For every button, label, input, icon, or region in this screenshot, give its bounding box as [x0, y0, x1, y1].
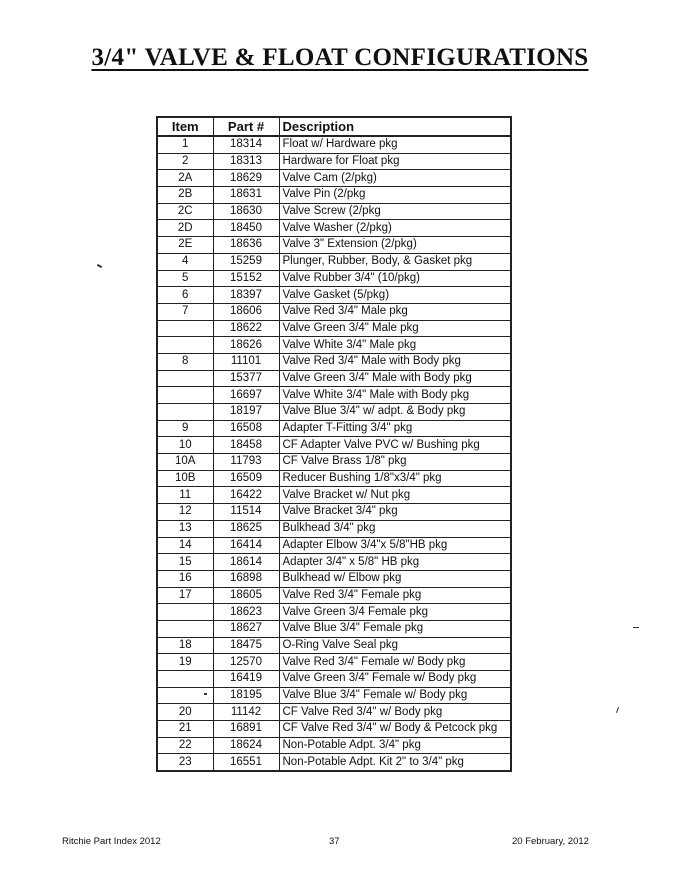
description-cell: CF Valve Red 3/4" w/ Body & Petcock pkg [279, 721, 511, 738]
item-cell: 16 [157, 570, 213, 587]
table-row [157, 303, 511, 320]
description-cell: Non-Potable Adpt. 3/4" pkg [279, 737, 511, 754]
part-number-cell: 18627 [213, 620, 279, 637]
description-cell: Float w/ Hardware pkg [279, 136, 511, 153]
table-row [157, 220, 511, 237]
description-cell: Valve Red 3/4" Male pkg [279, 303, 511, 320]
description-cell: Valve Screw (2/pkg [279, 203, 511, 220]
item-cell [157, 687, 213, 704]
column-header-part: Part # [213, 117, 279, 136]
item-cell: 17 [157, 587, 213, 604]
table-row [157, 337, 511, 354]
part-number-cell: 18625 [213, 520, 279, 537]
description-cell: Valve 3" Extension (2/pkg) [279, 237, 511, 254]
item-cell: 23 [157, 754, 213, 771]
part-number-cell: 18475 [213, 637, 279, 654]
part-number-cell: 16419 [213, 671, 279, 688]
table-row [157, 387, 511, 404]
description-cell: Valve Green 3/4" Female w/ Body pkg [279, 671, 511, 688]
table-row [157, 353, 511, 370]
table-row [157, 454, 511, 471]
table-header-row [157, 117, 511, 136]
part-number-cell: 16422 [213, 487, 279, 504]
item-cell: 10A [157, 454, 213, 471]
description-cell: Adapter Elbow 3/4"x 5/8"HB pkg [279, 537, 511, 554]
item-cell: 9 [157, 420, 213, 437]
table-row [157, 287, 511, 304]
part-number-cell: 18197 [213, 404, 279, 421]
part-number-cell: 15377 [213, 370, 279, 387]
part-number-cell: 18605 [213, 587, 279, 604]
footer-page-number: 37 [329, 836, 340, 847]
table-row [157, 170, 511, 187]
parts-table [156, 116, 512, 772]
table-row [157, 687, 511, 704]
table-row [157, 153, 511, 170]
description-cell: Valve Bracket w/ Nut pkg [279, 487, 511, 504]
part-number-cell: 11142 [213, 704, 279, 721]
part-number-cell: 18606 [213, 303, 279, 320]
part-number-cell: 11101 [213, 353, 279, 370]
part-number-cell: 18195 [213, 687, 279, 704]
description-cell: Valve Green 3/4" Male with Body pkg [279, 370, 511, 387]
scan-speck [97, 264, 102, 268]
table-row [157, 704, 511, 721]
description-cell: CF Adapter Valve PVC w/ Bushing pkg [279, 437, 511, 454]
table-row [157, 504, 511, 521]
item-cell [157, 370, 213, 387]
part-number-cell: 16898 [213, 570, 279, 587]
description-cell: Non-Potable Adpt. Kit 2" to 3/4" pkg [279, 754, 511, 771]
description-cell: Adapter T-Fitting 3/4" pkg [279, 420, 511, 437]
parts-table-body [157, 136, 511, 771]
description-cell: Valve Cam (2/pkg) [279, 170, 511, 187]
description-cell: Valve Pin (2/pkg [279, 187, 511, 204]
table-row [157, 570, 511, 587]
description-cell: Valve Red 3/4" Female pkg [279, 587, 511, 604]
item-cell: 11 [157, 487, 213, 504]
item-cell: 5 [157, 270, 213, 287]
part-number-cell: 18458 [213, 437, 279, 454]
item-cell [157, 404, 213, 421]
part-number-cell: 15259 [213, 253, 279, 270]
part-number-cell: 16697 [213, 387, 279, 404]
item-cell: 6 [157, 287, 213, 304]
item-cell: 7 [157, 303, 213, 320]
item-cell: 19 [157, 654, 213, 671]
table-row [157, 520, 511, 537]
part-number-cell: 18614 [213, 554, 279, 571]
table-row [157, 237, 511, 254]
part-number-cell: 18397 [213, 287, 279, 304]
part-number-cell: 18624 [213, 737, 279, 754]
table-row [157, 270, 511, 287]
description-cell: Valve Green 3/4" Male pkg [279, 320, 511, 337]
description-cell: Valve Red 3/4" Male with Body pkg [279, 353, 511, 370]
table-row [157, 437, 511, 454]
item-cell [157, 671, 213, 688]
scan-speck [204, 693, 207, 695]
item-cell [157, 320, 213, 337]
item-cell: 13 [157, 520, 213, 537]
table-row [157, 554, 511, 571]
column-header-description: Description [279, 117, 511, 136]
description-cell: Bulkhead 3/4" pkg [279, 520, 511, 537]
description-cell: Valve Blue 3/4" Female pkg [279, 620, 511, 637]
item-cell: 2C [157, 203, 213, 220]
table-row [157, 203, 511, 220]
description-cell: Adapter 3/4" x 5/8" HB pkg [279, 554, 511, 571]
part-number-cell: 18626 [213, 337, 279, 354]
item-cell: 2 [157, 153, 213, 170]
item-cell [157, 387, 213, 404]
part-number-cell: 16508 [213, 420, 279, 437]
item-cell: 20 [157, 704, 213, 721]
table-row [157, 487, 511, 504]
description-cell: Bulkhead w/ Elbow pkg [279, 570, 511, 587]
description-cell: Valve Green 3/4 Female pkg [279, 604, 511, 621]
description-cell: Valve Blue 3/4" w/ adpt. & Body pkg [279, 404, 511, 421]
column-header-item: Item [157, 117, 213, 136]
description-cell: Valve White 3/4" Male pkg [279, 337, 511, 354]
table-row [157, 620, 511, 637]
table-row [157, 136, 511, 153]
description-cell: Hardware for Float pkg [279, 153, 511, 170]
table-row [157, 637, 511, 654]
item-cell: 2A [157, 170, 213, 187]
item-cell: 12 [157, 504, 213, 521]
part-number-cell: 16509 [213, 470, 279, 487]
part-number-cell: 18623 [213, 604, 279, 621]
description-cell: Valve Red 3/4" Female w/ Body pkg [279, 654, 511, 671]
part-number-cell: 15152 [213, 270, 279, 287]
scan-speck [616, 707, 619, 713]
table-row [157, 470, 511, 487]
item-cell: 4 [157, 253, 213, 270]
part-number-cell: 18629 [213, 170, 279, 187]
item-cell [157, 337, 213, 354]
part-number-cell: 18450 [213, 220, 279, 237]
description-cell: Valve Washer (2/pkg) [279, 220, 511, 237]
item-cell: 18 [157, 637, 213, 654]
item-cell: 21 [157, 721, 213, 738]
description-cell: Valve Blue 3/4" Female w/ Body pkg [279, 687, 511, 704]
part-number-cell: 18313 [213, 153, 279, 170]
part-number-cell: 12570 [213, 654, 279, 671]
part-number-cell: 18622 [213, 320, 279, 337]
part-number-cell: 18636 [213, 237, 279, 254]
item-cell: 2E [157, 237, 213, 254]
table-row [157, 253, 511, 270]
table-row [157, 420, 511, 437]
description-cell: CF Valve Brass 1/8" pkg [279, 454, 511, 471]
table-row [157, 737, 511, 754]
part-number-cell: 16551 [213, 754, 279, 771]
description-cell: Valve Rubber 3/4" (10/pkg) [279, 270, 511, 287]
description-cell: O-Ring Valve Seal pkg [279, 637, 511, 654]
item-cell: 10B [157, 470, 213, 487]
table-row [157, 370, 511, 387]
table-row [157, 671, 511, 688]
item-cell: 2D [157, 220, 213, 237]
part-number-cell: 18630 [213, 203, 279, 220]
table-row [157, 404, 511, 421]
part-number-cell: 18631 [213, 187, 279, 204]
table-row [157, 187, 511, 204]
item-cell: 15 [157, 554, 213, 571]
part-number-cell: 16891 [213, 721, 279, 738]
item-cell [157, 620, 213, 637]
page-title [0, 44, 680, 72]
item-cell [157, 604, 213, 621]
page-title-text: 3/4" VALVE & FLOAT CONFIGURATIONS [91, 44, 589, 71]
description-cell: Valve Bracket 3/4" pkg [279, 504, 511, 521]
item-cell: 1 [157, 136, 213, 153]
part-number-cell: 18314 [213, 136, 279, 153]
part-number-cell: 16414 [213, 537, 279, 554]
description-cell: Reducer Bushing 1/8"x3/4" pkg [279, 470, 511, 487]
description-cell: CF Valve Red 3/4" w/ Body pkg [279, 704, 511, 721]
footer-date: 20 February, 2012 [512, 836, 589, 847]
part-number-cell: 11793 [213, 454, 279, 471]
table-row [157, 604, 511, 621]
part-number-cell: 11514 [213, 504, 279, 521]
description-cell: Valve Gasket (5/pkg) [279, 287, 511, 304]
description-cell: Plunger, Rubber, Body, & Gasket pkg [279, 253, 511, 270]
item-cell: 14 [157, 537, 213, 554]
item-cell: 10 [157, 437, 213, 454]
item-cell: 22 [157, 737, 213, 754]
description-cell: Valve White 3/4" Male with Body pkg [279, 387, 511, 404]
table-row [157, 537, 511, 554]
scan-speck [633, 627, 639, 628]
table-row [157, 721, 511, 738]
footer-index-label: Ritchie Part Index 2012 [62, 836, 161, 847]
item-cell: 2B [157, 187, 213, 204]
table-row [157, 654, 511, 671]
item-cell: 8 [157, 353, 213, 370]
table-row [157, 320, 511, 337]
table-row [157, 587, 511, 604]
table-row [157, 754, 511, 771]
